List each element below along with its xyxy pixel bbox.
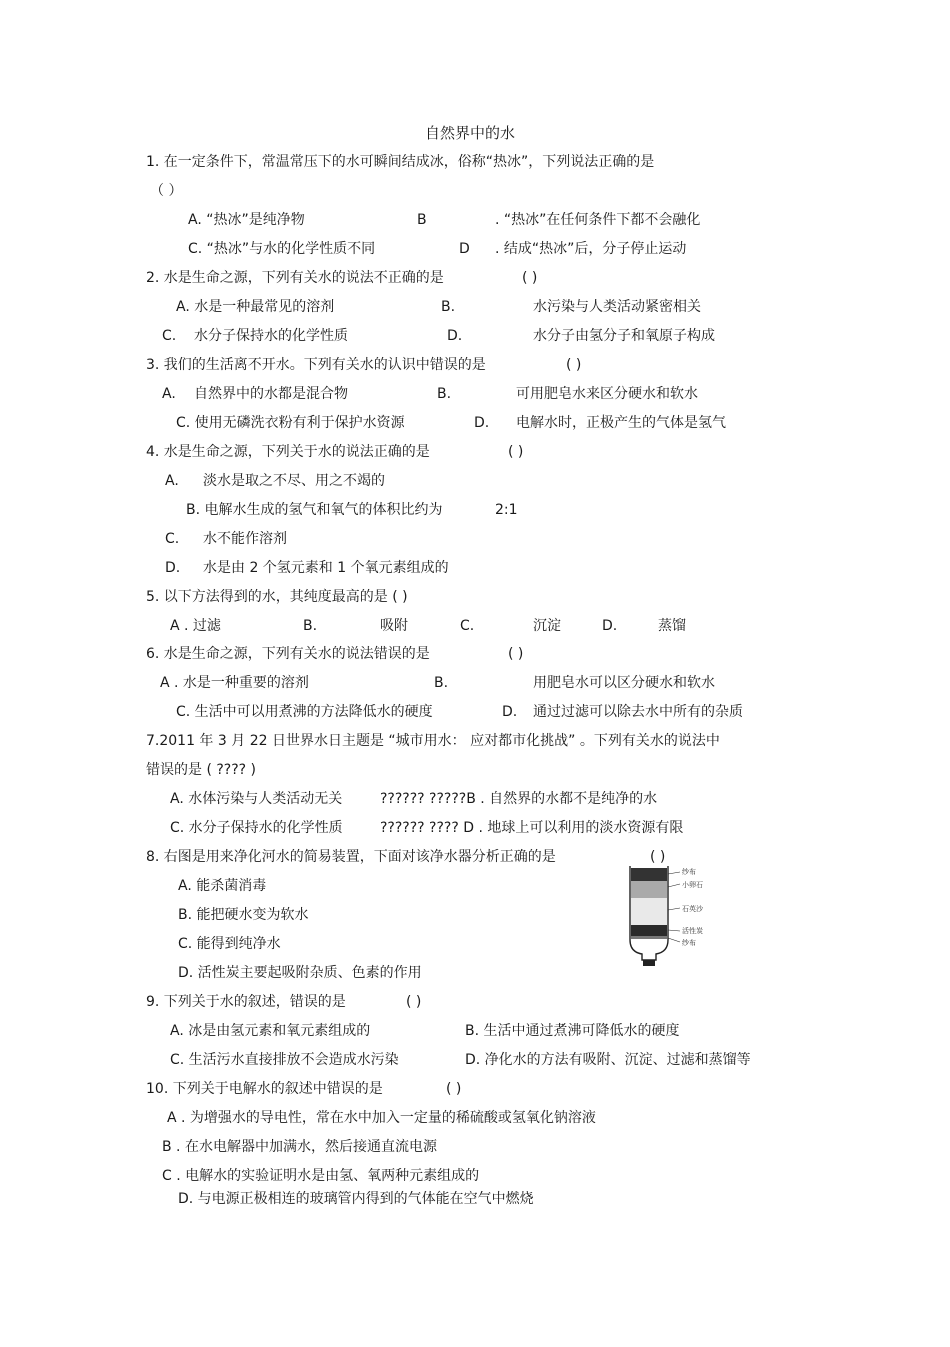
q7-stem: 7.2011 年 3 月 22 日世界水日主题是 “城市用水： 应对都市化挑战” 。下列有关水的说法中 <box>146 733 720 749</box>
q3-option-c: C. 使用无磷洗衣粉有利于保护水资源 <box>176 415 405 431</box>
q1-option-b-letter: B <box>417 212 427 228</box>
q6-option-b: 用肥皂水可以区分硬水和软水 <box>533 675 715 691</box>
label-gauze-bottom: 纱布 <box>682 939 696 947</box>
q4-option-a: 淡水是取之不尽、用之不竭的 <box>203 473 385 489</box>
q2-option-d-letter: D. <box>447 328 463 344</box>
q10-option-a: A . 为增强水的导电性，常在水中加入一定量的稀硫酸或氢氧化钠溶液 <box>167 1110 596 1126</box>
q1-option-d-letter: D <box>459 241 470 257</box>
water-filter-diagram <box>612 860 722 975</box>
q6-option-a: A . 水是一种重要的溶剂 <box>160 675 309 691</box>
q2-option-b-letter: B. <box>441 299 456 315</box>
q5-stem: 5. 以下方法得到的水，其纯度最高的是 ( ) <box>146 589 408 605</box>
q2-option-d: 水分子由氢分子和氧原子构成 <box>533 328 715 344</box>
activated-carbon-layer <box>631 925 667 936</box>
q9-option-b: B. 生活中通过煮沸可降低水的硬度 <box>465 1023 680 1039</box>
page-title: 自然界中的水 <box>425 124 516 142</box>
q2-option-b: 水污染与人类活动紧密相关 <box>533 299 701 315</box>
q4-option-b-ratio: 2:1 <box>495 502 518 518</box>
q3-option-d: 电解水时，正极产生的气体是氢气 <box>516 415 726 431</box>
q9-option-c: C. 生活污水直接排放不会造成水污染 <box>170 1052 399 1068</box>
label-quartz-sand: 石英沙 <box>682 905 703 913</box>
q5-option-d-letter: D. <box>602 618 618 634</box>
q6-option-b-letter: B. <box>434 675 449 691</box>
q3-answer-blank: ( ) <box>566 357 582 373</box>
q1-option-b: . “热冰”在任何条件下都不会融化 <box>495 212 701 228</box>
q8-answer-blank: ( ) <box>650 849 666 865</box>
q9-answer-blank: ( ) <box>406 994 422 1010</box>
q8-option-a: A. 能杀菌消毒 <box>178 878 267 894</box>
q8-stem: 8. 右图是用来净化河水的简易装置，下面对该净水器分析正确的是 <box>146 849 556 865</box>
q4-option-d-letter: D. <box>165 560 181 576</box>
q6-answer-blank: ( ) <box>508 646 524 662</box>
q4-option-c: 水不能作溶剂 <box>203 531 287 547</box>
q5-option-c: 沉淀 <box>533 618 561 634</box>
q10-stem: 10. 下列关于电解水的叙述中错误的是 <box>146 1081 383 1097</box>
q10-option-d: D. 与电源正极相连的玻璃管内得到的气体能在空气中燃烧 <box>178 1191 534 1207</box>
q4-option-b: B. 电解水生成的氢气和氧气的体积比约为 <box>186 502 443 518</box>
label-pebbles: 小卵石 <box>682 881 703 889</box>
q6-option-d: 通过过滤可以除去水中所有的杂质 <box>533 704 743 720</box>
q8-option-c: C. 能得到纯净水 <box>178 936 281 952</box>
q10-answer-blank: ( ) <box>446 1081 462 1097</box>
pebble-layer <box>631 881 667 898</box>
q4-answer-blank: ( ) <box>508 444 524 460</box>
q3-option-b: 可用肥皂水来区分硬水和软水 <box>516 386 698 402</box>
q4-option-c-letter: C. <box>165 531 180 547</box>
q5-option-d: 蒸馏 <box>658 618 686 634</box>
q10-option-c: C . 电解水的实验证明水是由氢、氧两种元素组成的 <box>162 1168 480 1184</box>
quartz-sand-layer <box>631 898 667 925</box>
q4-option-a-letter: A. <box>165 473 179 489</box>
q5-option-b: 吸附 <box>380 618 408 634</box>
q7-option-b: ?????? ?????B . 自然界的水都不是纯净的水 <box>380 791 658 807</box>
label-gauze-top: 纱布 <box>682 868 696 876</box>
q3-option-a: 自然界中的水都是混合物 <box>194 386 348 402</box>
q2-option-c-letter: C. <box>162 328 177 344</box>
q6-option-c: C. 生活中可以用煮沸的方法降低水的硬度 <box>176 704 433 720</box>
q3-option-b-letter: B. <box>437 386 452 402</box>
q7-stem-continued: 错误的是 ( ???? ) <box>146 762 256 778</box>
q6-option-d-letter: D. <box>502 704 518 720</box>
gauze-layer-top <box>631 868 667 881</box>
q7-option-c: C. 水分子保持水的化学性质 <box>170 820 343 836</box>
q2-answer-blank: ( ) <box>522 270 538 286</box>
q5-option-b-letter: B. <box>303 618 318 634</box>
q7-option-d: ?????? ???? D . 地球上可以利用的淡水资源有限 <box>380 820 684 836</box>
q9-stem: 9. 下列关于水的叙述，错误的是 <box>146 994 346 1010</box>
q3-option-d-letter: D. <box>474 415 490 431</box>
q9-option-d: D. 净化水的方法有吸附、沉淀、过滤和蒸馏等 <box>465 1052 751 1068</box>
q10-option-b: B . 在水电解器中加满水，然后接通直流电源 <box>162 1139 437 1155</box>
q4-stem: 4. 水是生命之源，下列关于水的说法正确的是 <box>146 444 430 460</box>
q1-option-c: C. “热冰”与水的化学性质不同 <box>188 241 376 257</box>
q8-option-b: B. 能把硬水变为软水 <box>178 907 309 923</box>
q5-option-a: A . 过滤 <box>170 618 221 634</box>
q5-option-c-letter: C. <box>460 618 475 634</box>
q3-option-a-letter: A. <box>162 386 176 402</box>
q4-option-d: 水是由 2 个氢元素和 1 个氧元素组成的 <box>203 560 449 576</box>
q1-option-d: . 结成“热冰”后，分子停止运动 <box>495 241 687 257</box>
q1-answer-blank: （ ） <box>150 183 183 199</box>
q1-stem: 1. 在一定条件下，常温常压下的水可瞬间结成冰，俗称“热冰”，下列说法正确的是 <box>146 154 655 170</box>
q1-option-a: A. “热冰”是纯净物 <box>188 212 305 228</box>
q2-option-c: 水分子保持水的化学性质 <box>194 328 348 344</box>
q2-option-a: A. 水是一种最常见的溶剂 <box>176 299 335 315</box>
outlet-tap <box>643 960 655 966</box>
q2-stem: 2. 水是生命之源，下列有关水的说法不正确的是 <box>146 270 444 286</box>
q7-option-a: A. 水体污染与人类活动无关 <box>170 791 343 807</box>
q8-option-d: D. 活性炭主要起吸附杂质、色素的作用 <box>178 965 422 981</box>
q6-stem: 6. 水是生命之源，下列有关水的说法错误的是 <box>146 646 430 662</box>
gauze-layer-bottom <box>631 936 667 939</box>
label-activated-carbon: 活性炭 <box>682 927 703 935</box>
q3-stem: 3. 我们的生活离不开水。下列有关水的认识中错误的是 <box>146 357 486 373</box>
q9-option-a: A. 冰是由氢元素和氧元素组成的 <box>170 1023 371 1039</box>
